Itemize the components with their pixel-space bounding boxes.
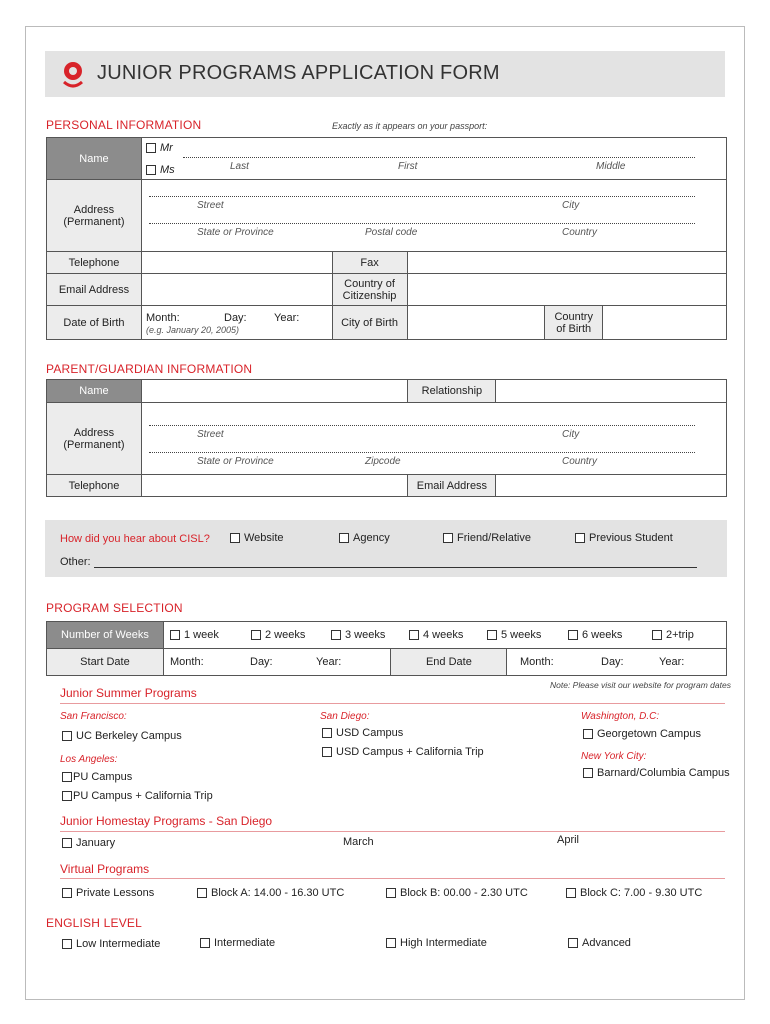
start-year-caption: Year: [316,656,342,668]
referral-friend-checkbox[interactable]: Friend/Relative [443,532,531,544]
virtual-title: Virtual Programs [60,862,150,876]
last-name-caption: Last [230,161,249,172]
week-1-checkbox[interactable]: 1 week [170,629,219,641]
fax-field[interactable] [407,252,726,274]
homestay-title: Junior Homestay Programs - San Diego [60,814,273,828]
postal-caption: Postal code [365,227,418,238]
state-caption: State or Province [197,227,274,238]
private-lessons-checkbox[interactable]: Private Lessons [62,887,154,899]
referral-agency-checkbox[interactable]: Agency [339,532,390,544]
dob-label: Date of Birth [47,306,142,340]
guardian-name-field[interactable] [141,380,408,403]
name-line [183,157,695,158]
uc-berkeley-checkbox[interactable]: UC Berkeley Campus [62,730,182,742]
high-intermediate-checkbox[interactable]: High Intermediate [386,937,487,949]
guardian-telephone-label: Telephone [47,475,142,497]
email-label: Email Address [47,274,142,306]
guardian-state-caption: State or Province [197,456,274,467]
guardian-telephone-field[interactable] [141,475,408,497]
referral-other-label: Other: [60,556,91,568]
pu-campus-trip-checkbox[interactable]: PU Campus + California Trip [62,790,213,802]
ms-checkbox[interactable]: Ms [146,164,175,176]
passport-note: Exactly as it appears on your passport: [332,121,488,131]
city-caption: City [562,200,580,211]
block-c-checkbox[interactable]: Block C: 7.00 - 9.30 UTC [566,887,702,899]
guardian-zip-caption: Zipcode [365,456,401,467]
low-intermediate-checkbox[interactable]: Low Intermediate [62,938,160,950]
cisl-pin-icon [60,60,86,90]
guardian-address-label: Address (Permanent) [47,403,142,475]
guardian-name-label: Name [47,380,142,403]
week-2-trip-checkbox[interactable]: 2+trip [652,629,694,641]
week-2-checkbox[interactable]: 2 weeks [251,629,305,641]
fax-label: Fax [332,252,407,274]
city-of-birth-label: City of Birth [332,306,407,340]
guardian-email-label: Email Address [408,475,496,497]
sf-label: San Francisco: [60,711,127,722]
address-label-cell: Address (Permanent) [47,180,142,252]
end-month-caption: Month: [520,656,554,668]
advanced-checkbox[interactable]: Advanced [568,937,631,949]
block-b-checkbox[interactable]: Block B: 00.00 - 2.30 UTC [386,887,528,899]
usd-campus-trip-checkbox[interactable]: USD Campus + California Trip [322,746,484,758]
summer-programs-title: Junior Summer Programs [60,686,197,700]
citizenship-label: Country of Citizenship [332,274,407,306]
end-date-label: End Date [391,649,507,676]
end-day-caption: Day: [601,656,624,668]
street-caption: Street [197,200,224,211]
guardian-state-line [149,452,695,453]
guardian-table [46,379,727,497]
sd-label: San Diego: [320,711,370,722]
weeks-label: Number of Weeks [47,622,164,649]
state-line [149,223,695,224]
week-4-checkbox[interactable]: 4 weeks [409,629,463,641]
block-a-checkbox[interactable]: Block A: 14.00 - 16.30 UTC [197,887,344,899]
dob-month-caption: Month: [146,312,180,324]
virtual-divider [60,878,725,879]
barnard-columbia-checkbox[interactable]: Barnard/Columbia Campus [583,767,730,779]
country-of-birth-field[interactable] [603,306,727,340]
referral-website-checkbox[interactable]: Website [230,532,284,544]
program-section-title: PROGRAM SELECTION [46,601,183,615]
email-field[interactable] [141,274,332,306]
georgetown-checkbox[interactable]: Georgetown Campus [583,728,701,740]
citizenship-field[interactable] [407,274,726,306]
address-cell[interactable] [141,180,726,252]
dob-day-caption: Day: [224,312,247,324]
guardian-street-caption: Street [197,429,224,440]
homestay-january-checkbox[interactable]: January [62,837,115,849]
guardian-section-title: PARENT/GUARDIAN INFORMATION [46,362,253,376]
country-of-birth-label: Country of Birth [545,306,603,340]
first-name-caption: First [398,161,418,172]
guardian-country-caption: Country [562,456,598,467]
ny-label: New York City: [581,751,647,762]
homestay-divider [60,831,725,832]
pu-campus-checkbox[interactable]: PU Campus [62,771,132,783]
start-month-caption: Month: [170,656,204,668]
city-of-birth-field[interactable] [407,306,545,340]
referral-question: How did you hear about CISL? [60,533,210,545]
homestay-april-label: April [557,834,580,846]
name-label: Name [47,138,142,180]
relationship-label: Relationship [408,380,496,403]
program-table [46,621,727,676]
street-line [149,196,695,197]
usd-campus-checkbox[interactable]: USD Campus [322,727,403,739]
english-section-title: ENGLISH LEVEL [46,916,142,930]
guardian-street-line [149,425,695,426]
start-day-caption: Day: [250,656,273,668]
country-caption: Country [562,227,598,238]
telephone-label: Telephone [47,252,142,274]
referral-other-input[interactable] [94,567,697,568]
name-cell[interactable] [141,138,726,180]
intermediate-checkbox[interactable]: Intermediate [200,937,275,949]
guardian-city-caption: City [562,429,580,440]
week-6-checkbox[interactable]: 6 weeks [568,629,622,641]
relationship-field[interactable] [496,380,727,403]
form-title: JUNIOR PROGRAMS APPLICATION FORM [97,62,500,84]
telephone-field[interactable] [141,252,332,274]
start-date-label: Start Date [47,649,164,676]
personal-section-title: PERSONAL INFORMATION [46,118,202,132]
dob-example: (e.g. January 20, 2005) [146,325,240,335]
mr-checkbox[interactable]: Mr [146,142,173,154]
week-3-checkbox[interactable]: 3 weeks [331,629,385,641]
program-dates-note: Note: Please visit our website for program dates [550,680,731,690]
week-5-checkbox[interactable]: 5 weeks [487,629,541,641]
dc-label: Washington, D.C: [581,711,660,722]
la-label: Los Angeles: [60,754,118,765]
middle-name-caption: Middle [596,161,626,172]
homestay-march-label: March [343,836,374,848]
guardian-email-field[interactable] [496,475,727,497]
referral-previous-checkbox[interactable]: Previous Student [575,532,673,544]
end-year-caption: Year: [659,656,685,668]
summer-divider [60,703,725,704]
referral-box [45,520,727,577]
dob-year-caption: Year: [274,312,300,324]
